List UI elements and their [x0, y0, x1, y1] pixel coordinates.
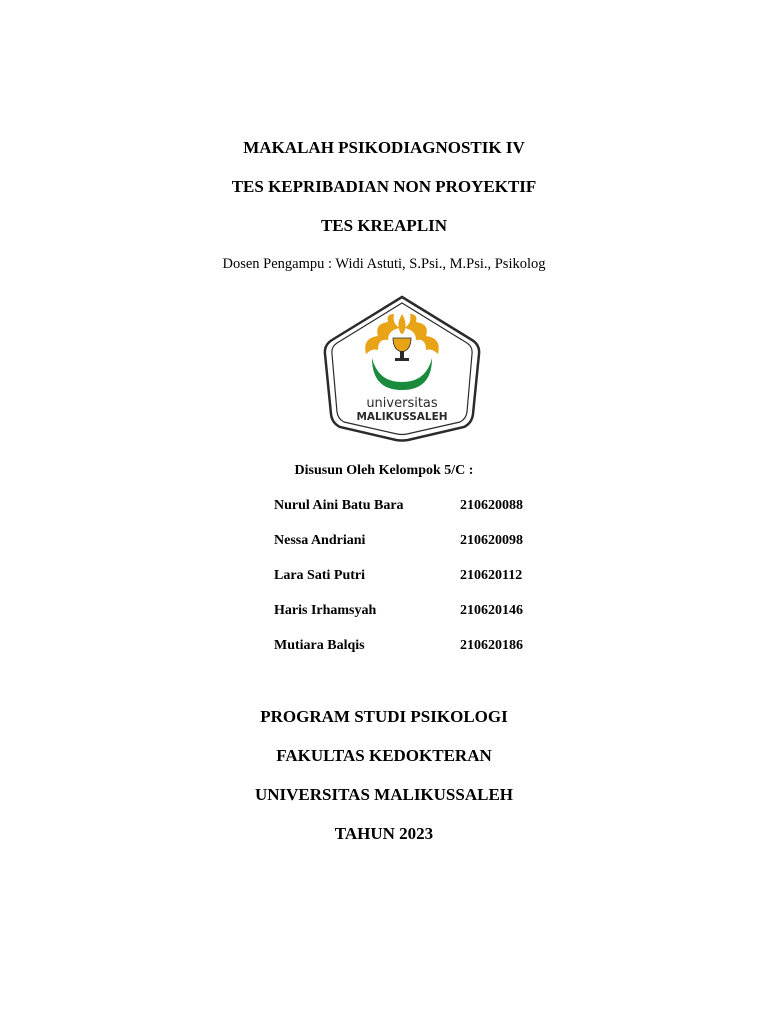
- lecturer-line: Dosen Pengampu : Widi Astuti, S.Psi., M.Psi., Psikolog: [222, 256, 546, 272]
- member-name: Lara Sati Putri: [274, 568, 365, 583]
- study-program: PROGRAM STUDI PSIKOLOGI: [260, 707, 508, 726]
- member-nim: 210620088: [460, 498, 523, 513]
- document-topic: TES KREAPLIN: [320, 216, 448, 235]
- document-subtitle: TES KEPRIBADIAN NON PROYEKTIF: [231, 177, 537, 196]
- member-name: Nurul Aini Batu Bara: [274, 498, 404, 513]
- university-emblem-icon: [322, 294, 482, 442]
- member-name: Haris Irhamsyah: [274, 603, 377, 618]
- year: TAHUN 2023: [334, 824, 434, 843]
- faculty-name: FAKULTAS KEDOKTERAN: [276, 746, 492, 765]
- authors-heading: Disusun Oleh Kelompok 5/C :: [294, 463, 474, 478]
- member-nim: 210620186: [460, 638, 523, 653]
- member-name: Mutiara Balqis: [274, 638, 365, 653]
- logo-text-bottom: MALIKUSSALEH: [356, 411, 448, 423]
- university-name: UNIVERSITAS MALIKUSSALEH: [254, 785, 514, 804]
- document-title: MAKALAH PSIKODIAGNOSTIK IV: [243, 138, 525, 157]
- member-name: Nessa Andriani: [274, 533, 366, 548]
- member-nim: 210620098: [460, 533, 523, 548]
- logo-text-top: universitas: [366, 396, 438, 411]
- member-nim: 210620146: [460, 603, 523, 618]
- member-nim: 210620112: [460, 568, 523, 583]
